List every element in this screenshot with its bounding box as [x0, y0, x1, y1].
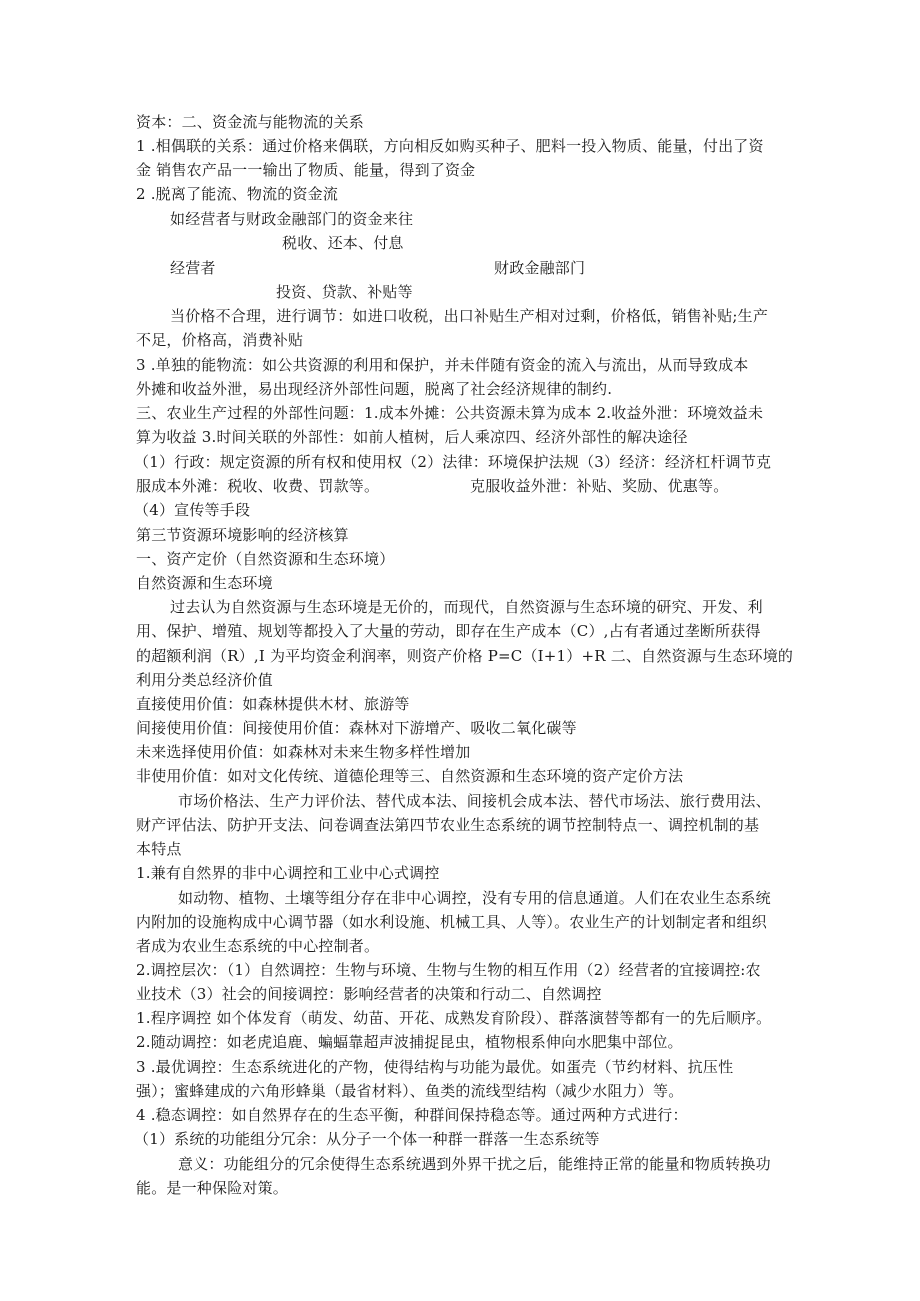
text-line: 金 销售农产品一一输出了物质、能量，得到了资金	[136, 161, 476, 179]
text-line: 三、农业生产过程的外部性问题：1.成本外摊：公共资源未算为成本 2.收益外泄：环境效益未	[136, 404, 764, 422]
text-line: 财产评估法、防护开支法、问卷调查法第四节农业生态系统的调节控制特点一、调控机制的基	[136, 816, 760, 834]
text-line: 未来选择使用价值：如森林对未来生物多样性增加	[136, 743, 471, 761]
text-line: 过去认为自然资源与生态环境是无价的，而现代，自然资源与生态环境的研究、开发、利	[170, 598, 763, 616]
text-line: 强）；蜜蜂建成的六角形蜂巢（最省材料）、鱼类的流线型结构（减少水阻力）等。	[136, 1082, 684, 1100]
text-line: （1）行政：规定资源的所有权和使用权（2）法律：环境保护法规（3）经济：经济杠杆调节克	[134, 453, 772, 471]
text-line: 服成本外滩：税收、收费、罚款等。	[136, 477, 380, 495]
text-line: 业技术（3）社会的间接调控：影响经营者的决策和行动二、自然调控	[136, 985, 602, 1003]
text-line: 4 .稳态调控：如自然界存在的生态平衡，种群间保持稳态等。通过两种方式进行：	[136, 1106, 688, 1124]
text-line: 的超额利润（R）,I 为平均资金利润率，则资产价格 P=C（I+1）+R 二、自然资源与生态环境的	[136, 647, 794, 665]
text-line: 不足，价格高，消费补贴	[136, 331, 304, 349]
text-line: 2.调控层次：（1）自然调控：生物与环境、生物与生物的相互作用（2）经营者的宜接调控:农	[136, 961, 761, 979]
text-line: 能。是一种保险对策。	[136, 1179, 289, 1197]
text-line: 1 .相偶联的关系：通过价格来偶联，方向相反如购买种子、肥料一投入物质、能量，付出了资	[136, 137, 764, 155]
text-line: 当价格不合理，进行调节：如进口收税，出口补贴生产相对过剩，价格低，销售补贴;生产	[170, 307, 769, 325]
text-line: 克服收益外泄：补贴、奖励、优惠等。	[470, 477, 729, 495]
text-line: 税收、还本、付息	[282, 234, 404, 252]
text-line: 算为收益 3.时间关联的外部性：如前人植树，后人乘凉四、经济外部性的解决途径	[136, 428, 688, 446]
text-line: 直接使用价值：如森林提供木材、旅游等	[136, 695, 410, 713]
text-line: 内附加的设施构成中心调节器（如水利设施、机械工具、人等）。农业生产的计划制定者和组织	[136, 913, 767, 931]
text-line: 3 .最优调控：生态系统进化的产物，使得结构与功能为最优。如蛋壳（节约材料、抗压性	[136, 1058, 734, 1076]
text-line: 3 .单独的能物流：如公共资源的利用和保护，并未伴随有资金的流入与流出，从而导致成本	[136, 356, 749, 374]
text-line: 非使用价值：如对文化传统、道德伦理等三、自然资源和生态环境的资产定价方法	[136, 767, 684, 785]
text-line: 2.随动调控：如老虎追鹿、蝙蝠靠超声波捕捉昆虫，植物根系伸向水肥集中部位。	[136, 1033, 683, 1051]
text-line: 市场价格法、生产力评价法、替代成本法、间接机会成本法、替代市场法、旅行费用法、	[178, 792, 771, 810]
text-line: 财政金融部门	[494, 259, 586, 277]
text-line: 外摊和收益外泄，易出现经济外部性问题，脱离了社会经济规律的制约.	[136, 380, 613, 398]
text-line: 资本：二、资金流与能物流的关系	[136, 113, 365, 131]
text-line: 利用分类总经济价值	[136, 671, 273, 689]
text-line: （4）宣传等手段	[134, 501, 251, 519]
text-line: 投资、贷款、补贴等	[276, 283, 413, 301]
text-line: 意义：功能组分的冗余使得生态系统遇到外界干扰之后，能维持正常的能量和物质转换功	[178, 1155, 771, 1173]
text-line: 本特点	[136, 840, 182, 858]
text-line: 间接使用价值：间接使用价值：森林对下游增产、吸收二氧化碳等	[136, 719, 577, 737]
text-line: 第三节资源环境影响的经济核算	[136, 526, 349, 544]
text-line: 经营者	[170, 259, 216, 277]
text-line: （1）系统的功能组分冗余：从分子一个体一种群一群落一生态系统等	[134, 1130, 600, 1148]
text-line: 者成为农业生态系统的中心控制者。	[136, 937, 380, 955]
text-line: 用、保护、增殖、规划等都投入了大量的劳动，即存在生产成本（C）,占有者通过垄断所获得	[136, 622, 761, 640]
text-line: 1.程序调控 如个体发育（萌发、幼苗、开花、成熟发育阶段）、群落演替等都有一的先后顺序。	[136, 1009, 772, 1027]
text-line: 如经营者与财政金融部门的资金来往	[170, 210, 414, 228]
text-line: 自然资源和生态环境	[136, 574, 273, 592]
text-line: 1.兼有自然界的非中心调控和工业中心式调控	[136, 864, 440, 882]
text-line: 一、资产定价（自然资源和生态环境）	[136, 550, 395, 568]
text-line: 如动物、植物、土壤等组分存在非中心调控，没有专用的信息通道。人们在农业生态系统	[178, 889, 771, 907]
text-line: 2 .脱离了能流、物流的资金流	[136, 185, 339, 203]
